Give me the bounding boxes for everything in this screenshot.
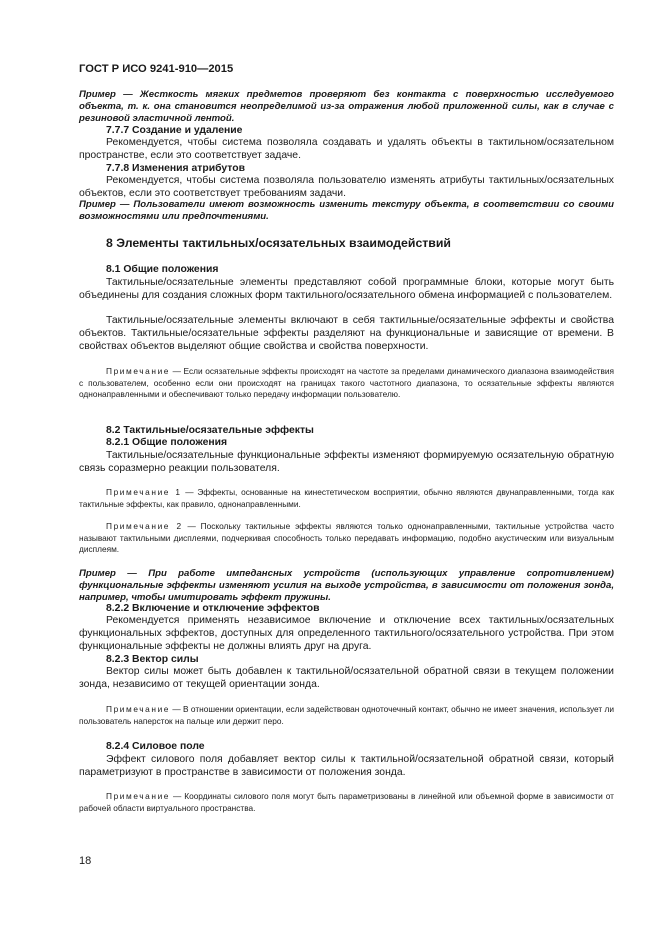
paragraph: Тактильные/осязательные элементы представляют собой программные блоки, которые могут быть объединены для создания сложных форм тактильного/осязательного обмена информацией с пользователем. xyxy=(79,277,614,301)
section-heading-7-7-8: 7.7.8 Изменения атрибутов xyxy=(106,163,245,174)
note-label: Примечание xyxy=(106,366,171,376)
note-label: Примечание 2 xyxy=(106,521,183,531)
note xyxy=(79,521,614,556)
section-heading-8-2-1: 8.2.1 Общие положения xyxy=(106,437,228,448)
note-label: Примечание xyxy=(106,704,171,714)
chapter-heading-8: 8 Элементы тактильных/осязательных взаимодействий xyxy=(106,236,451,250)
example-paragraph: Пример — При работе импедансных устройств (использующих управление сопротивлением) функциональные эффекты изменяют усилия на выходе устройства, в зависимости от положения зонда, например, чтобы имитировать эффект пружины. xyxy=(79,568,614,604)
paragraph: Тактильные/осязательные элементы включают в себя тактильные/осязательные эффекты и свойства объектов. Тактильные/осязательные эффекты разделяют на функциональные и зависящие от времени. В свойствах объектов выделяют общие свойства и свойства поверхности. xyxy=(79,315,614,352)
section-heading-8-2-4: 8.2.4 Силовое поле xyxy=(106,741,205,752)
paragraph: Рекомендуется, чтобы система позволяла пользователю изменять атрибуты тактильных/осязательных объектов, если это соответствует требованиям задачи. xyxy=(79,175,614,199)
note xyxy=(79,487,614,510)
example-paragraph: Пример — Пользователи имеют возможность изменить текстуру объекта, в соответствии со своими возможностями или предпочтениями. xyxy=(79,199,614,223)
document-header: ГОСТ Р ИСО 9241-910—2015 xyxy=(79,63,234,75)
paragraph: Рекомендуется, чтобы система позволяла создавать и удалять объекты в тактильном/осязательном пространстве, если это соответствует задаче. xyxy=(79,137,614,161)
note-text: — Если осязательные эффекты происходят на частоте за пределами динамического диапазона взаимодействия с пользователем, особенно если они происходят на границах такого частотного диапазона, то осязательные эффекты являются однонаправленными и обеспечивают только передачу информации пользователю. xyxy=(79,366,614,400)
page-number: 18 xyxy=(79,855,92,867)
note xyxy=(79,704,614,727)
section-heading-8-2-2: 8.2.2 Включение и отключение эффектов xyxy=(106,603,320,614)
note-text: — В отношении ориентации, если задействован одноточечный контакт, обычно не имеет значения, использует ли пользователь наперсток на пальце или держит перо. xyxy=(79,704,614,726)
section-heading-7-7-7: 7.7.7 Создание и удаление xyxy=(106,125,243,136)
note-label: Примечание 1 xyxy=(106,487,182,497)
note xyxy=(79,366,614,401)
example-paragraph: Пример — Жесткость мягких предметов проверяют без контакта с поверхностью исследуемого объекта, т. к. она становится неопределимой из-за отражения любой приложенной силы, как в случае с резиновой эластичной лентой. xyxy=(79,89,614,125)
paragraph: Вектор силы может быть добавлен к тактильной/осязательной обратной связи в текущем положении зонда, независимо от текущей ориентации зонда. xyxy=(79,666,614,690)
section-heading-8-2-3: 8.2.3 Вектор силы xyxy=(106,654,199,665)
note-text: — Эффекты, основанные на кинестетическом восприятии, обычно являются двунаправленными, тогда как тактильные эффекты, как правило, однонаправленными. xyxy=(79,487,614,509)
note-text: — Поскольку тактильные эффекты являются только однонаправленными, тактильные устройства часто называют тактильными дисплеями, подчеркивая способность только передавать информацию, подобно акустическим или визуальным дисплеям. xyxy=(79,521,614,555)
paragraph: Рекомендуется применять независимое включение и отключение всех тактильных/осязательных функциональных эффектов, доступных для определенного тактильного/осязательного устройства. При этом функциональные эффекты не должны влиять друг на друга. xyxy=(79,615,614,652)
section-heading-8-1: 8.1 Общие положения xyxy=(106,264,219,275)
note xyxy=(79,791,614,814)
section-heading-8-2: 8.2 Тактильные/осязательные эффекты xyxy=(106,425,314,436)
paragraph: Тактильные/осязательные функциональные эффекты изменяют формируемую осязательную обратную связь соразмерно реакции пользователя. xyxy=(79,450,614,474)
note-text: — Координаты силового поля могут быть параметризованы в линейной или объемной форме в зависимости от рабочей области виртуального пространства. xyxy=(79,791,614,813)
note-label: Примечание xyxy=(106,791,171,801)
paragraph: Эффект силового поля добавляет вектор силы к тактильной/осязательной обратной связи, который параметризуют в пространстве в зависимости от положения зонда. xyxy=(79,754,614,778)
